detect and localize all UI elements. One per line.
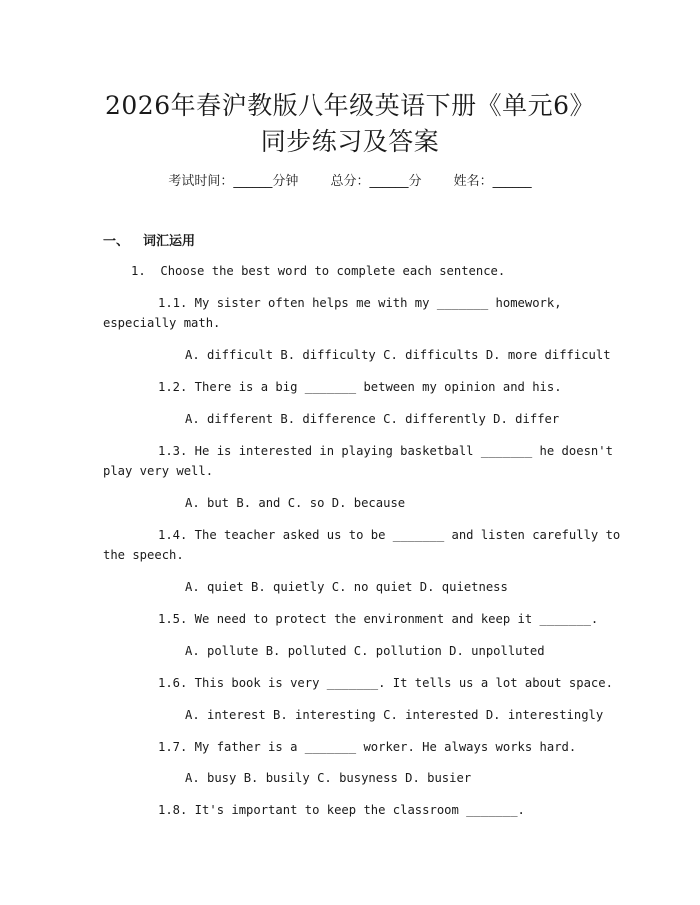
page-title-line-1: 2026年春沪教版八年级英语下册《单元6》	[104, 91, 596, 120]
question-item-1-1-line-2: especially math.	[103, 316, 221, 330]
question-item-1-1-options: A. difficult B. difficulty C. difficults D. more difficult	[185, 348, 611, 362]
question-text: Choose the best word to complete each sentence.	[160, 264, 506, 278]
section-title: 词汇运用	[143, 234, 196, 249]
exam-name: 姓名：______	[453, 174, 532, 189]
question-item-1-5-line-1: 1.5. We need to protect the environment and keep it _______.	[158, 612, 599, 626]
question-prompt	[131, 261, 505, 281]
question-item-1-8-line-1: 1.8. It's important to keep the classroom _______.	[158, 803, 525, 817]
question-item-1-3-options: A. but B. and C. so D. because	[185, 496, 406, 510]
question-item-1-2-line-1: 1.2. There is a big _______ between my opinion and his.	[158, 380, 562, 394]
question-item-1-4-options: A. quiet B. quietly C. no quiet D. quietness	[185, 580, 508, 594]
question-number: 1.	[131, 264, 146, 278]
question-item-1-7-options: A. busy B. busily C. busyness D. busier	[185, 771, 472, 785]
exam-meta	[0, 170, 700, 189]
question-item-1-2-options: A. different B. difference C. differently D. differ	[185, 412, 560, 426]
question-item-1-6-line-1: 1.6. This book is very _______. It tells us a lot about space.	[158, 676, 613, 690]
page-title-line-2: 同步练习及答案	[260, 127, 440, 156]
section-heading	[103, 230, 195, 249]
question-item-1-4-line-2: the speech.	[103, 548, 184, 562]
question-item-1-5-options: A. pollute B. polluted C. pollution D. unpolluted	[185, 644, 545, 658]
exam-score: 总分：______分	[330, 174, 422, 189]
question-item-1-6-options: A. interest B. interesting C. interested D. interestingly	[185, 708, 604, 722]
question-item-1-1-line-1: 1.1. My sister often helps me with my _______ homework,	[158, 296, 562, 310]
section-number: 一、	[103, 234, 130, 249]
exam-time: 考试时间：______分钟	[168, 174, 299, 189]
question-item-1-7-line-1: 1.7. My father is a _______ worker. He always works hard.	[158, 740, 577, 754]
question-item-1-4-line-1: 1.4. The teacher asked us to be _______ and listen carefully to	[158, 528, 621, 542]
question-item-1-3-line-1: 1.3. He is interested in playing basketball _______ he doesn't	[158, 444, 613, 458]
question-item-1-3-line-2: play very well.	[103, 464, 214, 478]
